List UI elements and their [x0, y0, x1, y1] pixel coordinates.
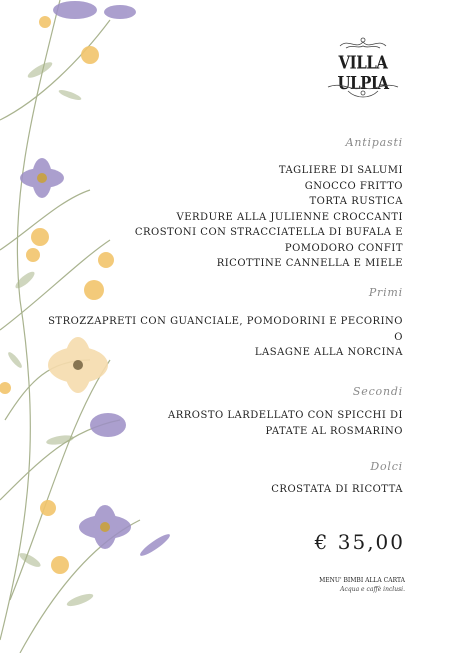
- list-item: O: [394, 331, 403, 343]
- list-item: CROSTATA DI RICOTTA: [271, 484, 403, 495]
- included-note: Acqua e caffè inclusi.: [340, 586, 405, 593]
- list-item: CROSTONI CON STRACCIATELLA DI BUFALA E: [134, 227, 403, 238]
- secondi-list: [168, 408, 403, 439]
- list-item: RICOTTINE CANNELLA E MIELE: [216, 258, 403, 269]
- kids-menu-note: MENU' BIMBI ALLA CARTA: [319, 577, 405, 584]
- list-item: POMODORO CONFIT: [284, 242, 403, 254]
- list-item: TORTA RUSTICA: [309, 196, 403, 207]
- list-item: GNOCCO FRITTO: [304, 180, 403, 192]
- restaurant-logo: [318, 34, 408, 104]
- list-item: LASAGNE ALLA NORCINA: [254, 347, 403, 358]
- menu-price: € 35,00: [314, 530, 405, 554]
- list-item: TAGLIERE DI SALUMI: [278, 165, 403, 176]
- list-item: STROZZAPRETI CON GUANCIALE, POMODORINI E PECORINO: [48, 316, 403, 327]
- dolci-list: [271, 482, 403, 498]
- section-title-secondi: Secondi: [352, 385, 403, 398]
- primi-list: [48, 314, 403, 361]
- section-title-antipasti: Antipasti: [345, 136, 403, 149]
- ornament-bottom-icon: [318, 79, 408, 101]
- antipasti-list: [135, 163, 403, 272]
- restaurant-name: VILLA ULPIA: [337, 52, 389, 94]
- list-item: VERDURE ALLA JULIENNE CROCCANTI: [176, 211, 403, 223]
- list-item: ARROSTO LARDELLATO CON SPICCHI DI: [167, 410, 403, 421]
- section-title-dolci: Dolci: [370, 460, 403, 473]
- section-title-primi: Primi: [368, 286, 403, 299]
- list-item: PATATE AL ROSMARINO: [265, 425, 403, 437]
- ornament-top-icon: [318, 34, 408, 54]
